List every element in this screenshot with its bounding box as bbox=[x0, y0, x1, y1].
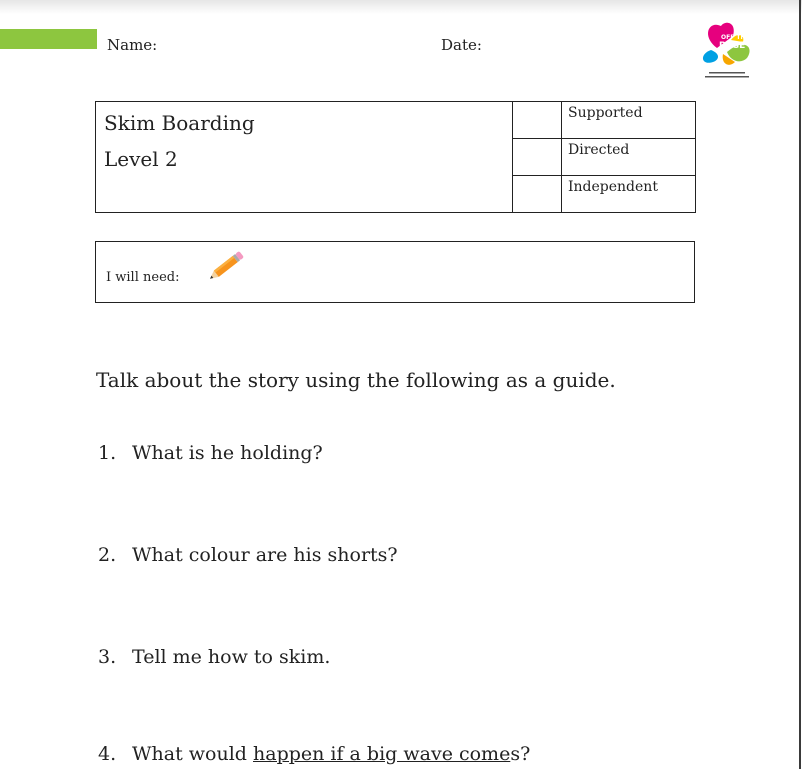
date-label: Date: bbox=[441, 36, 482, 54]
title-cell bbox=[96, 102, 513, 213]
story-level: Level 2 bbox=[104, 147, 178, 171]
top-shadow bbox=[0, 0, 802, 14]
name-label: Name: bbox=[107, 36, 158, 54]
lesson-info-table bbox=[95, 101, 696, 213]
question-text-underlined: happen if a big wave come bbox=[253, 743, 511, 765]
question-text-start: What would bbox=[132, 743, 253, 765]
off-the-page-logo bbox=[697, 18, 759, 80]
green-accent-bar bbox=[0, 29, 97, 49]
support-level-independent: Independent bbox=[562, 176, 696, 213]
question-number: 3. bbox=[98, 646, 117, 668]
pencil-icon bbox=[202, 249, 248, 285]
page-edge-line bbox=[799, 0, 801, 769]
question-number: 4. bbox=[98, 743, 117, 765]
question-2 bbox=[98, 544, 398, 566]
materials-box bbox=[95, 241, 695, 303]
independent-checkbox[interactable] bbox=[513, 176, 562, 213]
question-text-end: s? bbox=[510, 743, 531, 765]
materials-label: I will need: bbox=[106, 270, 180, 285]
supported-checkbox[interactable] bbox=[513, 102, 562, 139]
question-4 bbox=[98, 743, 530, 765]
question-text: What is he holding? bbox=[132, 442, 323, 464]
question-text: What colour are his shorts? bbox=[132, 544, 398, 566]
svg-text:PAGE: PAGE bbox=[719, 41, 746, 51]
intro-text: Talk about the story using the following as a guide. bbox=[96, 368, 616, 392]
question-number: 1. bbox=[98, 442, 117, 464]
directed-checkbox[interactable] bbox=[513, 139, 562, 176]
story-title: Skim Boarding bbox=[104, 111, 255, 135]
question-number: 2. bbox=[98, 544, 117, 566]
question-3 bbox=[98, 646, 330, 668]
support-level-directed: Directed bbox=[562, 139, 696, 176]
support-level-supported: Supported bbox=[562, 102, 696, 139]
question-1 bbox=[98, 442, 323, 464]
question-text: Tell me how to skim. bbox=[132, 646, 331, 668]
svg-text:OFF THE: OFF THE bbox=[721, 34, 750, 41]
